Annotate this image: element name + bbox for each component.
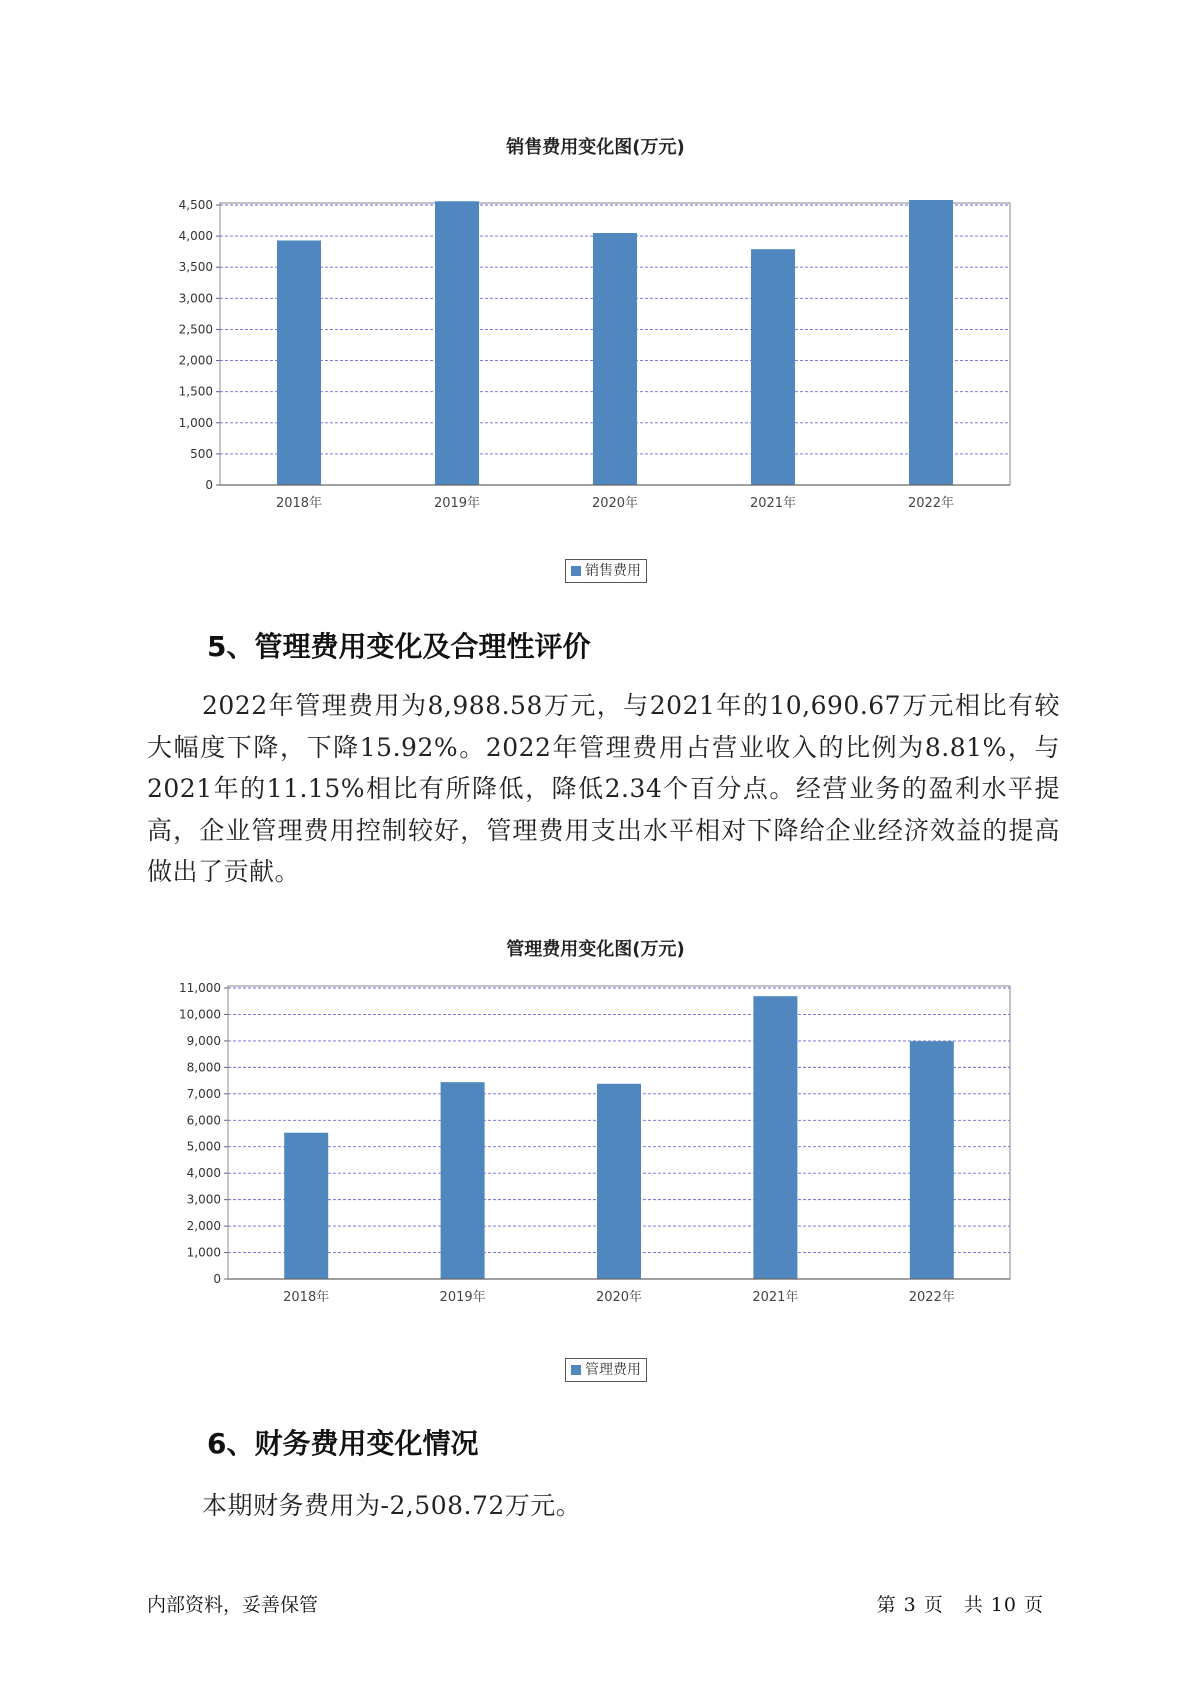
x-tick-label: 2019年 bbox=[433, 496, 481, 510]
bar bbox=[277, 240, 321, 485]
x-tick-label: 2021年 bbox=[752, 1290, 799, 1305]
y-tick-label: 4,000 bbox=[186, 1166, 221, 1181]
y-tick-label: 3,500 bbox=[178, 260, 213, 275]
footer-confidential-note: 内部资料，妥善保管 bbox=[147, 1594, 319, 1616]
legend-swatch bbox=[571, 1365, 581, 1375]
bar bbox=[909, 200, 953, 485]
sales-chart-legend bbox=[565, 559, 647, 583]
section-6-heading: 6、财务费用变化情况 bbox=[207, 1427, 479, 1460]
y-tick-label: 2,000 bbox=[186, 1219, 221, 1234]
admin-chart-title: 管理费用变化图(万元) bbox=[506, 939, 685, 960]
admin-expense-chart bbox=[0, 968, 1191, 1308]
bar bbox=[597, 1084, 641, 1279]
y-tick-label: 10,000 bbox=[179, 1007, 221, 1022]
y-tick-label: 6,000 bbox=[186, 1113, 221, 1128]
y-tick-label: 3,000 bbox=[186, 1192, 221, 1207]
y-tick-label: 0 bbox=[213, 1272, 221, 1286]
legend-label: 管理费用 bbox=[585, 1362, 641, 1378]
admin-chart-legend bbox=[565, 1358, 647, 1382]
bar bbox=[593, 233, 637, 485]
bar bbox=[751, 249, 795, 485]
y-tick-label: 9,000 bbox=[186, 1033, 221, 1048]
y-tick-label: 1,000 bbox=[186, 1245, 221, 1260]
y-tick-label: 2,500 bbox=[178, 322, 213, 337]
sales-chart-title: 销售费用变化图(万元) bbox=[506, 137, 685, 158]
footer-page-number: 第 3 页 共 10 页 bbox=[876, 1594, 1044, 1616]
y-tick-label: 2,000 bbox=[178, 353, 213, 368]
bar bbox=[284, 1133, 328, 1279]
section-5-heading: 5、管理费用变化及合理性评价 bbox=[207, 630, 591, 663]
x-tick-label: 2019年 bbox=[439, 1290, 486, 1305]
bar bbox=[753, 996, 797, 1279]
x-tick-label: 2022年 bbox=[908, 1290, 955, 1305]
y-tick-label: 0 bbox=[205, 478, 213, 492]
x-tick-label: 2020年 bbox=[591, 496, 639, 510]
legend-swatch bbox=[571, 566, 581, 576]
section-6-paragraph: 本期财务费用为-2,508.72万元。 bbox=[202, 1491, 582, 1520]
y-tick-label: 500 bbox=[190, 446, 213, 461]
x-tick-label: 2022年 bbox=[907, 496, 955, 510]
legend-label: 销售费用 bbox=[585, 563, 641, 579]
x-tick-label: 2020年 bbox=[595, 1290, 643, 1305]
sales-expense-chart bbox=[0, 170, 1191, 510]
x-tick-label: 2018年 bbox=[283, 1290, 330, 1305]
bar bbox=[910, 1041, 954, 1279]
y-tick-label: 1,000 bbox=[178, 415, 213, 430]
section-5-paragraph: 2022年管理费用为8,988.58万元，与2021年的10,690.67万元相比有较大幅度下降，下降15.92%。2022年管理费用占营业收入的比例为8.81%，与2021年的11.15%相比有所降低，降低2.34个百分点。经营业务的盈利水平提高，企业管理费用控制较好，管理费用支出水平相对下降给企业经济效益的提高做出了贡献。 bbox=[147, 691, 1060, 886]
x-tick-label: 2021年 bbox=[749, 496, 797, 510]
bar bbox=[435, 201, 479, 485]
x-tick-label: 2018年 bbox=[275, 496, 323, 510]
y-tick-label: 5,000 bbox=[186, 1139, 221, 1154]
y-tick-label: 4,000 bbox=[178, 229, 213, 244]
y-tick-label: 1,500 bbox=[178, 384, 213, 399]
y-tick-label: 11,000 bbox=[179, 981, 221, 995]
y-tick-label: 8,000 bbox=[186, 1060, 221, 1075]
y-tick-label: 3,000 bbox=[178, 291, 213, 306]
y-tick-label: 7,000 bbox=[186, 1086, 221, 1101]
y-tick-label: 4,500 bbox=[178, 198, 213, 212]
bar bbox=[441, 1082, 485, 1279]
